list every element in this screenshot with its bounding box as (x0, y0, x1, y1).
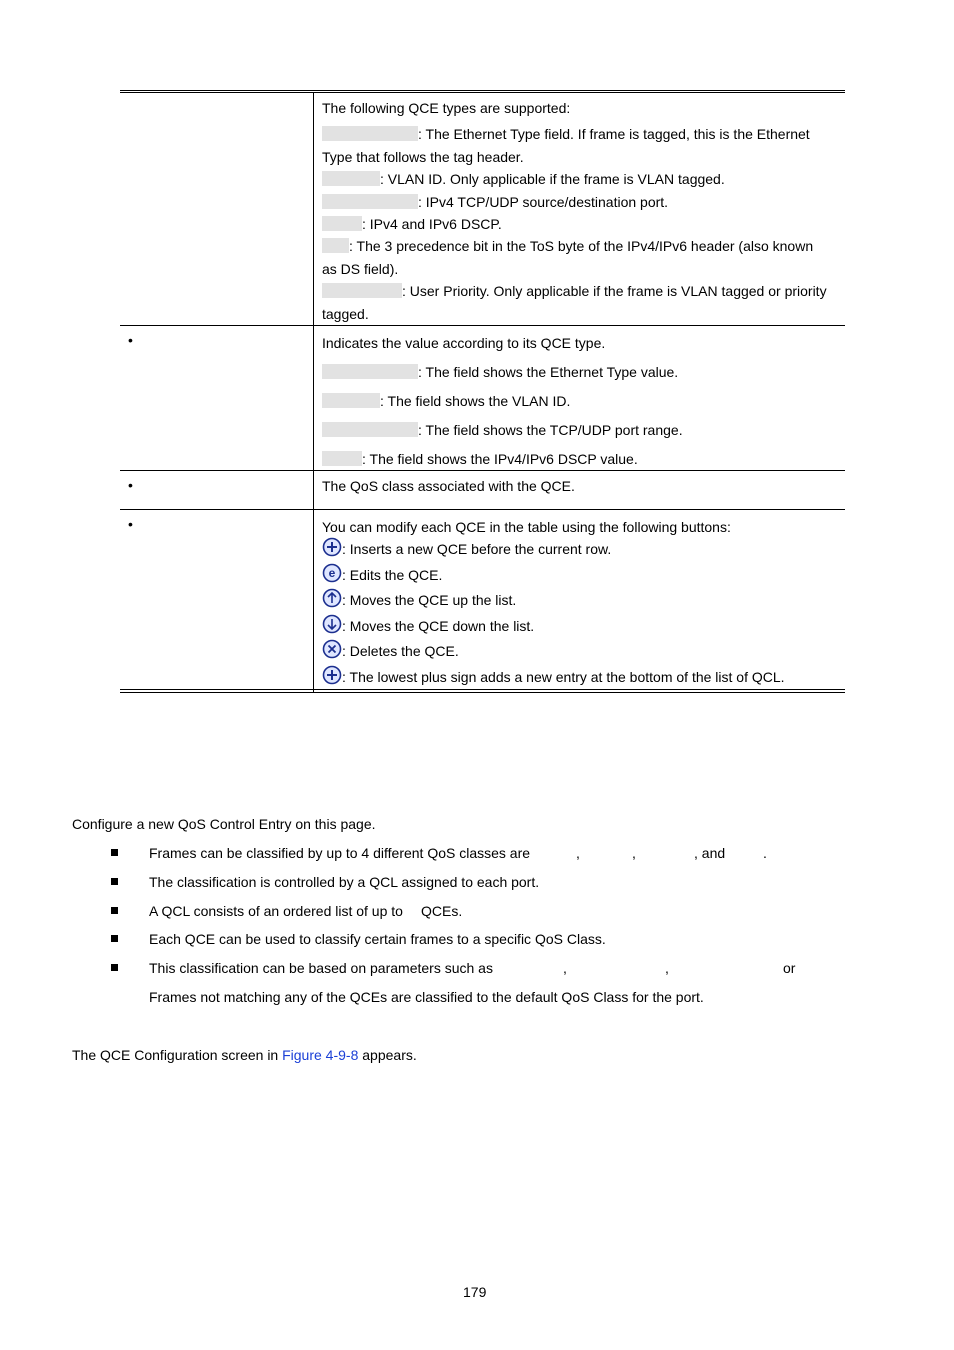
redacted-term (322, 194, 418, 209)
table-top-rule (120, 90, 845, 91)
bullet-qcl-port: The classification is controlled by a QCL assigned to each port. (149, 874, 540, 890)
qce-type-description (322, 97, 842, 325)
bullet-qcl-list: A QCL consists of an ordered list of up to (149, 903, 403, 919)
move-down-desc: : Moves the QCE down the list. (342, 617, 535, 634)
separator: , (632, 845, 636, 861)
qos-class-text: The QoS class associated with the QCE. (322, 478, 575, 494)
edit-desc: : Edits the QCE. (342, 566, 443, 583)
plus-circle-icon (322, 665, 342, 685)
row-bullet: • (128, 516, 133, 532)
plus-circle-icon (322, 537, 342, 557)
redacted-term (322, 422, 418, 437)
tos-desc-cont: as DS field). (322, 260, 399, 277)
figure-ref-before: The QCE Configuration screen in (72, 1047, 279, 1063)
section-intro: Configure a new QoS Control Entry on this page. (72, 816, 376, 832)
arrow-down-circle-icon (322, 614, 342, 634)
row-bullet: • (128, 477, 133, 493)
bullet-qce-classify: Each QCE can be used to classify certain frames to a specific QoS Class. (149, 931, 606, 947)
separator: , and (694, 845, 726, 861)
vid-value-desc: : The field shows the VLAN ID. (380, 393, 571, 409)
table-bottom-rule (120, 689, 845, 690)
tag-prio-desc-cont: tagged. (322, 305, 369, 322)
arrow-up-circle-icon (322, 588, 342, 608)
row-bullet: • (128, 332, 133, 348)
modification-buttons-description (322, 515, 842, 691)
bullet-square (111, 964, 118, 971)
figure-reference (72, 1047, 417, 1063)
redacted-term (322, 171, 380, 186)
separator: , (563, 960, 567, 976)
qce-value-description (322, 329, 842, 474)
default-class-note: Frames not matching any of the QCEs are classified to the default QoS Class for the port. (149, 989, 704, 1005)
table-top-rule-inner (120, 92, 845, 93)
delete-desc: : Deletes the QCE. (342, 643, 459, 660)
etype-desc-cont: Type that follows the tag header. (322, 148, 524, 165)
row-divider (120, 325, 845, 326)
redacted-term (322, 364, 418, 379)
figure-link[interactable]: Figure 4-9-8 (282, 1047, 359, 1063)
insert-desc: : Inserts a new QCE before the current row. (342, 541, 612, 557)
etype-desc: : The Ethernet Type field. If frame is tagged, this is the Ethernet (418, 126, 810, 143)
tag-prio-desc: : User Priority. Only applicable if the frame is VLAN tagged or priority (402, 283, 827, 300)
qce-value-intro: Indicates the value according to its QCE type. (322, 335, 606, 351)
page-number: 179 (463, 1284, 487, 1300)
bullet-qcl-list-end: QCEs. (421, 903, 463, 919)
bullet-square (111, 935, 118, 942)
separator: . (763, 845, 767, 861)
redacted-term (322, 451, 362, 466)
dscp-desc: : IPv4 and IPv6 DSCP. (362, 215, 502, 232)
dscp-value-desc: : The field shows the IPv4/IPv6 DSCP value. (362, 451, 638, 467)
vid-desc: : VLAN ID. Only applicable if the frame is VLAN tagged. (380, 171, 725, 188)
edit-circle-icon (322, 563, 342, 583)
redacted-term (322, 283, 402, 298)
bullet-square (111, 878, 118, 885)
figure-ref-after: appears. (362, 1047, 417, 1063)
qos-class-description (322, 475, 842, 497)
bullet-qos-classes: Frames can be classified by up to 4 different QoS classes are (149, 845, 531, 861)
modification-intro: You can modify each QCE in the table using the following buttons: (322, 519, 731, 535)
separator: or (783, 960, 796, 976)
port-value-desc: : The field shows the TCP/UDP port range. (418, 422, 683, 438)
row-divider (120, 509, 845, 510)
move-up-desc: : Moves the QCE up the list. (342, 592, 517, 609)
svg-text:e: e (328, 565, 336, 580)
separator: , (576, 845, 580, 861)
delete-circle-icon (322, 639, 342, 659)
table-column-divider (313, 93, 314, 693)
qce-type-intro: The following QCE types are supported: (322, 100, 571, 116)
redacted-term (322, 393, 380, 408)
table-bottom-rule-outer (120, 692, 845, 693)
bullet-parameters: This classification can be based on parameters such as (149, 960, 493, 976)
redacted-term (322, 216, 362, 231)
row-divider (120, 470, 845, 471)
add-entry-desc: : The lowest plus sign adds a new entry at the bottom of the list of QCL. (342, 668, 785, 685)
bullet-square (111, 849, 118, 856)
port-desc: : IPv4 TCP/UDP source/destination port. (418, 193, 669, 210)
separator: , (665, 960, 669, 976)
etype-value-desc: : The field shows the Ethernet Type value. (418, 364, 679, 380)
tos-desc: : The 3 precedence bit in the ToS byte of the IPv4/IPv6 header (also known (349, 238, 814, 255)
bullet-square (111, 907, 118, 914)
redacted-term (322, 238, 349, 253)
redacted-term (322, 126, 418, 141)
